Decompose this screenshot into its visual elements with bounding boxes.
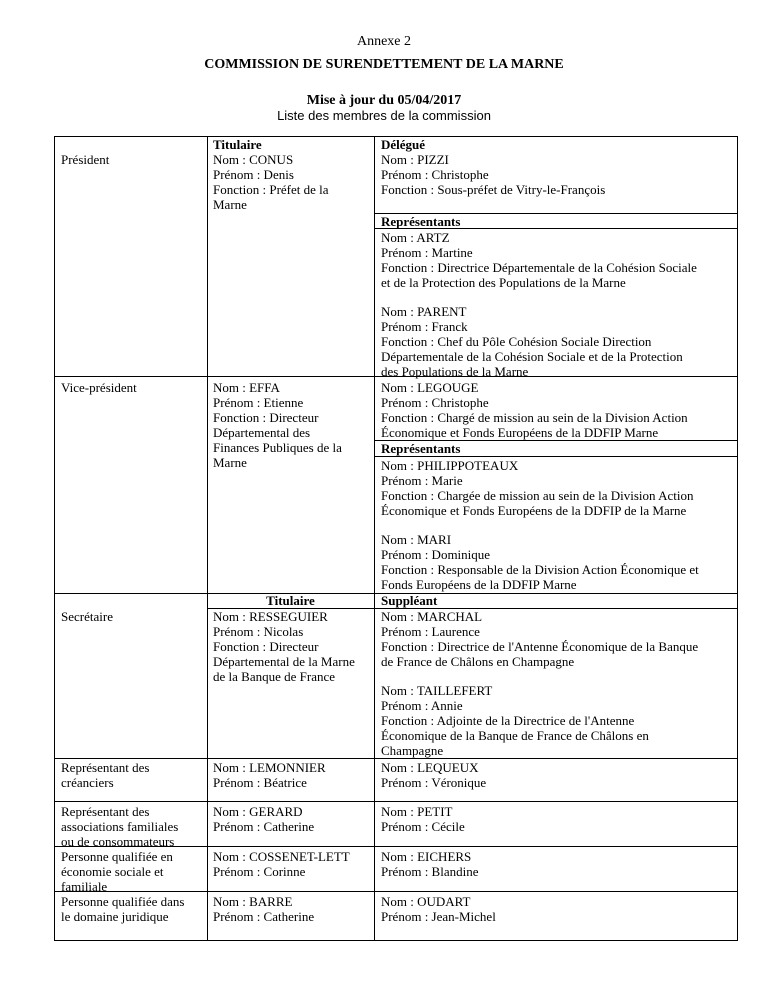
text-line: Prénom : Jean-Michel <box>381 909 496 924</box>
text-line: Prénom : Christophe <box>381 167 489 182</box>
creanciers-titulaire <box>213 760 326 790</box>
text-line: des Populations de la Marne <box>381 364 529 379</box>
text-line: Nom : PETIT <box>381 804 453 819</box>
text-line: Prénom : Laurence <box>381 624 480 639</box>
role-vice-president: Vice-président <box>61 380 137 395</box>
text-line: Fonction : Chargé de mission au sein de la Division Action <box>381 410 688 425</box>
text-line: Nom : BARRE <box>213 894 293 909</box>
text-line: Fonction : Directrice de l'Antenne Économique de la Banque <box>381 639 699 654</box>
vice-president-titulaire <box>213 380 342 470</box>
text-line: Économique et Fonds Européens de la DDFIP de la Marne <box>381 503 687 518</box>
text-line: Fonction : Responsable de la Division Action Économique et <box>381 562 699 577</box>
text-line: Fonction : Directeur <box>213 639 319 654</box>
vice-president-delegue <box>381 380 688 440</box>
heading-suppleant: Suppléant <box>381 593 438 608</box>
text-line: Prénom : Christophe <box>381 395 489 410</box>
text-line: Prénom : Dominique <box>381 547 491 562</box>
text-line: Nom : MARI <box>381 532 452 547</box>
text-line: Nom : MARCHAL <box>381 609 483 624</box>
text-line: de la Banque de France <box>213 669 336 684</box>
text-line: Prénom : Catherine <box>213 909 315 924</box>
text-line: Prénom : Marie <box>381 473 463 488</box>
text-line: Prénom : Catherine <box>213 819 315 834</box>
column-divider-2 <box>374 136 375 941</box>
text-line: Champagne <box>381 743 444 758</box>
heading-representants-president: Représentants <box>381 214 461 229</box>
vice-president-representant-2 <box>381 532 699 592</box>
text-line: Économique et Fonds Européens de la DDFIP Marne <box>381 425 659 440</box>
text-line: Prénom : Corinne <box>213 864 306 879</box>
associations-delegue <box>381 804 465 834</box>
text-line: ou de consommateurs <box>61 834 175 849</box>
document-title: COMMISSION DE SURENDETTEMENT DE LA MARNE <box>204 57 564 72</box>
text-line: Fonction : Préfet de la <box>213 182 329 197</box>
text-line: Marne <box>213 197 247 212</box>
text-line: Prénom : Cécile <box>381 819 465 834</box>
role-associations <box>61 804 178 849</box>
role-juridique <box>61 894 184 924</box>
role-president: Président <box>61 152 110 167</box>
text-line: Fonction : Chargée de mission au sein de la Division Action <box>381 488 694 503</box>
text-line: Départemental de la Marne <box>213 654 355 669</box>
president-titulaire <box>213 152 329 212</box>
text-line: Fonction : Directrice Départementale de la Cohésion Sociale <box>381 260 697 275</box>
heading-delegue: Délégué <box>381 137 426 152</box>
text-line: et de la Protection des Populations de la Marne <box>381 275 626 290</box>
text-line: Représentant des <box>61 760 150 775</box>
text-line: Prénom : Martine <box>381 245 473 260</box>
row-divider-associations <box>54 801 738 802</box>
row-divider-creanciers <box>54 758 738 759</box>
document-subtitle: Liste des membres de la commission <box>277 108 491 123</box>
juridique-titulaire <box>213 894 314 924</box>
president-representant-1 <box>381 230 697 290</box>
text-line: Nom : LEQUEUX <box>381 760 479 775</box>
annexe-label: Annexe 2 <box>356 34 412 49</box>
role-creanciers <box>61 760 149 790</box>
associations-titulaire <box>213 804 314 834</box>
text-line: Fonction : Sous-préfet de Vitry-le-François <box>381 182 606 197</box>
president-representant-2 <box>381 304 683 379</box>
text-line: Nom : LEMONNIER <box>213 760 326 775</box>
text-line: Nom : RESSEGUIER <box>213 609 328 624</box>
text-line: Fonds Européens de la DDFIP Marne <box>381 577 577 592</box>
text-line: Prénom : Béatrice <box>213 775 307 790</box>
text-line: Marne <box>213 455 247 470</box>
text-line: créanciers <box>61 775 114 790</box>
text-line: familiale <box>61 879 108 894</box>
text-line: Personne qualifiée dans <box>61 894 185 909</box>
text-line: Nom : PHILIPPOTEAUX <box>381 458 519 473</box>
text-line: Prénom : Nicolas <box>213 624 304 639</box>
text-line: Nom : CONUS <box>213 152 294 167</box>
creanciers-delegue <box>381 760 486 790</box>
heading-representants-vice: Représentants <box>381 441 461 456</box>
text-line: Fonction : Chef du Pôle Cohésion Sociale Direction <box>381 334 652 349</box>
text-line: Finances Publiques de la <box>213 440 342 455</box>
secretaire-suppleant-1 <box>381 609 698 669</box>
text-line: Prénom : Véronique <box>381 775 487 790</box>
subline-vice-2 <box>374 456 738 457</box>
juridique-delegue <box>381 894 496 924</box>
secretaire-titulaire <box>213 609 355 684</box>
text-line: Nom : LEGOUGE <box>381 380 479 395</box>
text-line: Nom : PIZZI <box>381 152 449 167</box>
text-line: Départementale de la Cohésion Sociale et de la Protection <box>381 349 683 364</box>
text-line: Fonction : Adjointe de la Directrice de l'Antenne <box>381 713 635 728</box>
president-delegue <box>381 152 605 197</box>
text-line: Économique de la Banque de France de Châlons en <box>381 728 649 743</box>
text-line: Prénom : Blandine <box>381 864 479 879</box>
text-line: Nom : EICHERS <box>381 849 472 864</box>
role-economie-sociale <box>61 849 173 894</box>
text-line: Représentant des <box>61 804 150 819</box>
text-line: économie sociale et <box>61 864 164 879</box>
text-line: Nom : PARENT <box>381 304 467 319</box>
text-line: Fonction : Directeur <box>213 410 319 425</box>
heading-titulaire: Titulaire <box>213 137 262 152</box>
text-line: Nom : TAILLEFERT <box>381 683 493 698</box>
text-line: Nom : EFFA <box>213 380 280 395</box>
heading-titulaire-secretaire: Titulaire <box>266 593 315 608</box>
text-line: Personne qualifiée en <box>61 849 173 864</box>
vice-president-representant-1 <box>381 458 693 518</box>
secretaire-suppleant-2 <box>381 683 649 758</box>
text-line: Prénom : Annie <box>381 698 463 713</box>
economie-sociale-delegue <box>381 849 479 879</box>
text-line: Nom : ARTZ <box>381 230 450 245</box>
text-line: Prénom : Denis <box>213 167 294 182</box>
text-line: Prénom : Etienne <box>213 395 304 410</box>
text-line: Nom : OUDART <box>381 894 471 909</box>
text-line: le domaine juridique <box>61 909 169 924</box>
economie-sociale-titulaire <box>213 849 350 879</box>
text-line: Prénom : Franck <box>381 319 468 334</box>
text-line: de France de Châlons en Champagne <box>381 654 575 669</box>
column-divider-1 <box>207 136 208 941</box>
text-line: Nom : COSSENET-LETT <box>213 849 350 864</box>
text-line: associations familiales <box>61 819 179 834</box>
role-secretaire: Secrétaire <box>61 609 113 624</box>
text-line: Nom : GERARD <box>213 804 303 819</box>
text-line: Départemental des <box>213 425 311 440</box>
update-date: Mise à jour du 05/04/2017 <box>306 93 462 108</box>
